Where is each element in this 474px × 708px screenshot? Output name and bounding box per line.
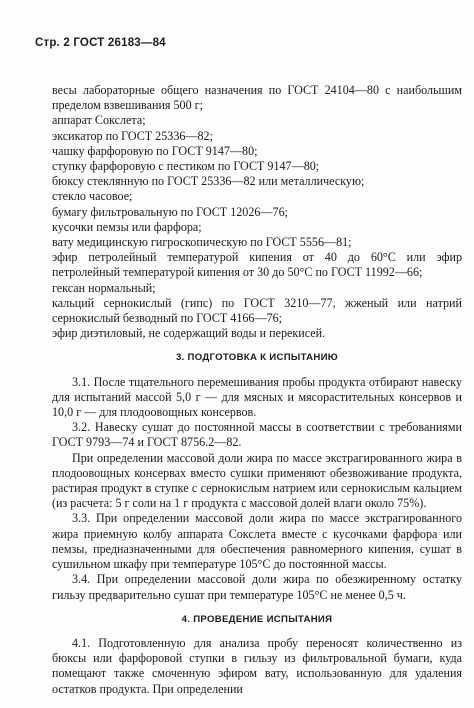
page-number-label: Стр. 2 (35, 37, 70, 49)
page-header (35, 36, 166, 51)
list-item: бюксу стеклянную по ГОСТ 25336—82 или металлическую; (52, 174, 365, 189)
list-item: бумагу фильтровальную по ГОСТ 12026—76; (52, 204, 288, 219)
paragraph: При определении массовой доли жира по массе экстрагированного жира в плодоовощных консервах вместо сушки применяют обезвоживание продукта, растирая продукт в ступке с сернокислым натрием или сернокислым кальцием (из расчета: 5 г соли на 1 г продукта с массовой долей влаги около 75%). (52, 450, 462, 511)
section-4-text (52, 636, 462, 697)
section-4-heading: 4. ПРОВЕДЕНИЕ ИСПЫТАНИЯ (181, 613, 333, 625)
list-item: вату медицинскую гигроскопическую по ГОСТ 5556—81; (52, 235, 352, 250)
list-item: эксикатор по ГОСТ 25336—82; (52, 128, 213, 143)
list-item: чашку фарфоровую по ГОСТ 9147—80; (52, 143, 258, 158)
section-3-text (52, 375, 462, 603)
list-item: кальций сернокислый (гипс) по ГОСТ 3210—77, жженый или натрий сернокислый безводный по ГОСТ 4166—76; (52, 295, 462, 326)
paragraph: 3.3. При определении массовой доли жира по массе экстрагированного жира приемную колбу аппарата Сокслета вместе с кусочками фарфора или пемзы, предназначенными для обеспечения равномерного кипения, сушат в сушильном шкафу при температуре 105°С до постоянной массы. (52, 511, 462, 572)
paragraph: 3.2. Навеску сушат до постоянной массы в соответствии с требованиями ГОСТ 9793—74 и ГОСТ 8756.2—82. (52, 420, 462, 450)
standard-number: ГОСТ 26183—84 (73, 37, 166, 49)
section-3-heading: 3. ПОДГОТОВКА К ИСПЫТАНИЮ (175, 352, 338, 364)
list-item: эфир диэтиловый, не содержащий воды и перекисей. (52, 326, 326, 341)
paragraph: 3.4. При определении массовой доли жира по обезжиренному остатку гильзу предварительно сушат при температуре 105°С не менее 0,5 ч. (52, 572, 462, 602)
list-item: весы лабораторные общего назначения по ГОСТ 24104—80 с наибольшим пределом взвешивания 500 г; (52, 83, 462, 113)
equipment-list (52, 83, 462, 341)
list-item: стекло часовое; (52, 189, 133, 204)
paragraph: 4.1. Подготовленную для анализа пробу переносят количественно из бюксы или фарфоровой ступки в гильзу из фильтровальной бумаги, куда помещают также смоченную эфиром вату, использованную для удаления остатков продукта. При определении (52, 635, 462, 696)
list-item: кусочки пемзы или фарфора; (52, 219, 202, 234)
list-item: гексан нормальный; (52, 280, 156, 295)
list-item: эфир петролейный температурой кипения от 40 до 60°С или эфир петролейный температурой кипения от 30 до 50°С по ГОСТ 11992—66; (52, 250, 462, 280)
list-item: ступку фарфоровую с пестиком по ГОСТ 9147—80; (52, 159, 320, 174)
list-item: аппарат Сокслета; (52, 113, 146, 128)
document-body (52, 83, 462, 697)
paragraph: 3.1. После тщательного перемешивания пробы продукта отбирают навеску для испытаний массой 5,0 г — для мясных и мясорастительных консервов и 10,0 г — для плодоовощных консервов. (52, 374, 462, 420)
